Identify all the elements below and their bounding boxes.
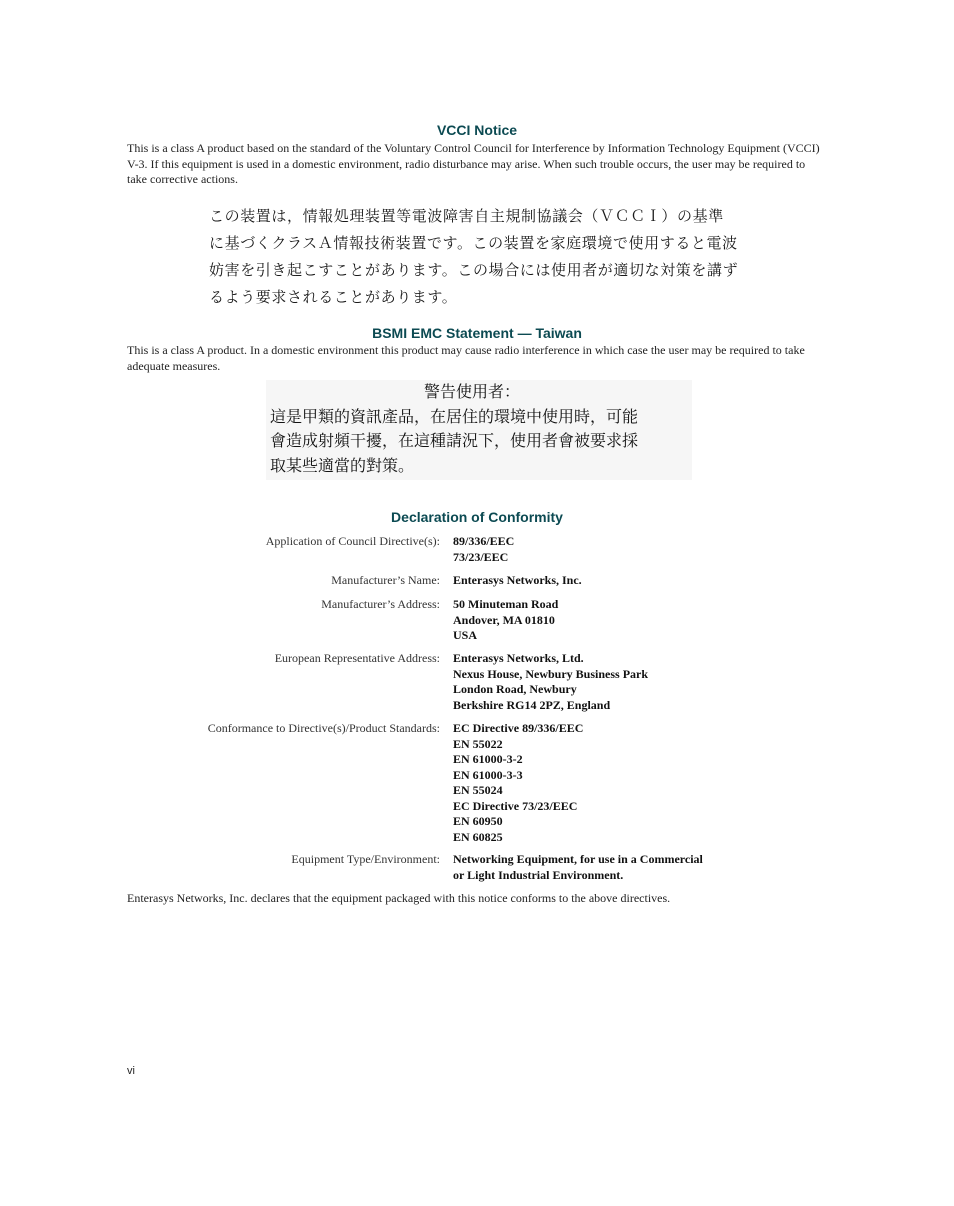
row-label: Manufacturer’s Address:	[321, 597, 440, 611]
row-label: Manufacturer’s Name:	[331, 573, 440, 587]
row-value: Enterasys Networks, Inc.	[453, 573, 582, 587]
row-values	[453, 534, 514, 565]
row-value: 73/23/EEC	[453, 549, 509, 564]
declaration-row	[0, 597, 954, 651]
row-label: European Representative Address:	[274, 651, 440, 665]
bsmi-chinese-notice	[266, 380, 692, 480]
declaration-table	[0, 534, 954, 891]
row-value: 89/336/EEC	[453, 534, 515, 548]
row-value: EN 61000-3-2	[453, 752, 523, 766]
row-value: 50 Minuteman Road	[453, 597, 559, 611]
doc-heading: Declaration of Conformity	[391, 509, 563, 525]
declaration-row	[0, 534, 954, 573]
japanese-line: るよう要求されることがあります。	[209, 288, 458, 306]
japanese-line: に基づくクラスＡ情報技術装置です。この装置を家庭環境で使用すると電波	[209, 234, 738, 252]
chinese-line: 取某些適當的對策。	[270, 455, 415, 475]
row-values	[453, 597, 558, 644]
chinese-line: 會造成射頻干擾，在這種請況下，使用者會被要求採	[270, 431, 639, 450]
japanese-line: 妨害を引き起こすことがあります。この場合には使用者が適切な対策を講ず	[209, 261, 739, 279]
row-value: EN 55022	[453, 736, 503, 751]
row-values	[453, 852, 703, 883]
vcci-body: This is a class A product based on the standard of the Voluntary Control Council for Interference by Information Technology Equipment (VCCI) V-3. If this equipment is used in a domestic environment, radio disturbance may arise. When such trouble occurs, the user may be required to take corrective actions.	[127, 141, 820, 186]
japanese-line: この装置は，情報処理装置等電波障害自主規制協議会（ＶＣＣＩ）の基準	[209, 207, 724, 225]
declaration-row	[0, 573, 954, 597]
bsmi-body: This is a class A product. In a domestic environment this product may cause radio interference in which case the user may be required to take adequate measures.	[127, 343, 805, 373]
row-value: EC Directive 89/336/EEC	[453, 721, 584, 735]
row-value: Networking Equipment, for use in a Commercial	[453, 852, 703, 866]
vcci-japanese-notice	[209, 203, 769, 311]
row-label: Equipment Type/Environment:	[291, 852, 440, 866]
row-value: Berkshire RG14 2PZ, England	[453, 697, 611, 712]
row-value: EN 60950	[453, 814, 503, 828]
declaration-footer: Enterasys Networks, Inc. declares that the equipment packaged with this notice conforms to the above directives.	[127, 891, 671, 905]
row-value: or Light Industrial Environment.	[453, 867, 624, 882]
declaration-row	[0, 651, 954, 721]
row-value: London Road, Newbury	[453, 682, 577, 696]
row-value: USA	[453, 628, 478, 642]
row-values	[453, 721, 583, 845]
vcci-heading: VCCI Notice	[436, 122, 518, 138]
chinese-line: 這是甲類的資訊產品，在居住的環境中使用時，可能	[270, 406, 639, 426]
row-label: Application of Council Directive(s):	[265, 534, 440, 548]
declaration-row	[0, 721, 954, 852]
row-value: Enterasys Networks, Ltd.	[453, 651, 584, 665]
row-value: Nexus House, Newbury Business Park	[453, 666, 649, 681]
row-value: EN 61000-3-3	[453, 767, 523, 782]
row-value: EN 60825	[453, 829, 503, 844]
page-number: vi	[127, 1065, 135, 1077]
row-label: Conformance to Directive(s)/Product Standards:	[207, 721, 440, 735]
row-value: Andover, MA 01810	[453, 612, 555, 627]
bsmi-heading: BSMI EMC Statement — Taiwan	[372, 325, 582, 341]
row-value: EC Directive 73/23/EEC	[453, 798, 578, 813]
row-value: EN 55024	[453, 783, 503, 797]
declaration-row	[0, 852, 954, 891]
row-values	[453, 651, 648, 713]
chinese-line: 警告使用者：	[424, 382, 521, 401]
row-values	[453, 573, 582, 589]
